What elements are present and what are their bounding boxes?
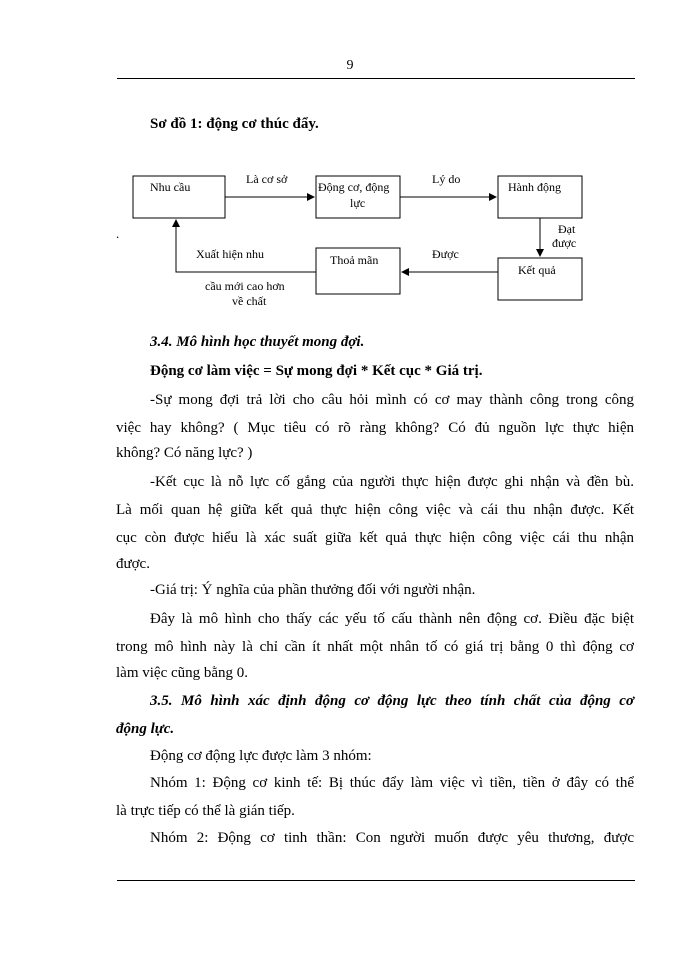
paragraph-line: được. [116,556,150,572]
paragraph-line: -Sự mong đợi trả lời cho câu hỏi mình có cơ may thành công trong công [150,392,634,408]
edge-label-emerge-3: về chất [232,294,267,308]
node-satisfaction-label: Thoả mãn [330,253,379,267]
paragraph-line: làm việc cũng bằng 0. [116,665,249,681]
paragraph-line: không? Có năng lực? ) [116,445,253,461]
edge-label-achieved-1: Đạt [558,222,576,236]
edge-label-reason: Lý do [432,172,461,186]
section-heading-3-4: 3.4. Mô hình học thuyết mong đợi. [150,334,365,350]
node-action-label: Hành động [508,180,561,194]
paragraph-line: Đây là mô hình cho thấy các yếu tố cấu thành nên động cơ. Điều đặc biệt [150,611,634,627]
arrow-satisfaction-needs [176,220,316,272]
page-number: 9 [346,58,354,73]
paragraph-line: Nhóm 2: Động cơ tinh thần: Con người muốn được yêu thương, được [150,830,634,846]
node-motive-label-2: lực [350,196,366,210]
section-heading-3-5: 3.5. Mô hình xác định động cơ động lực theo tính chất của động cơ [150,693,634,709]
edge-label-basis: Là cơ sở [246,172,288,186]
section-heading-3-5-cont: động lực. [116,721,175,737]
edge-label-obtained: Được [432,247,459,261]
edge-label-emerge-1: Xuất hiện nhu [196,247,264,261]
paragraph-line: -Giá trị: Ý nghĩa của phần thưởng đối với người nhận. [150,582,476,598]
edge-label-achieved-2: được [552,236,577,250]
paragraph-line: Là mối quan hệ giữa kết quả thực hiện công việc và cái thu nhận được. Kết [116,502,634,518]
node-result-label: Kết quả [518,263,556,277]
node-motive-label-1: Động cơ, động [318,180,390,194]
paragraph-line: Động cơ động lực được làm 3 nhóm: [150,748,372,764]
paragraph-line: là trực tiếp có thể là gián tiếp. [116,803,295,819]
paragraph-line: Nhóm 1: Động cơ kinh tế: Bị thúc đẩy làm việc vì tiền, tiền ở đây có thể [150,775,634,791]
header-rule [117,78,635,79]
edge-label-emerge-2: cầu mới cao hơn [205,279,285,293]
paragraph-line: việc hay không? ( Mục tiêu có rõ ràng không? Có đủ nguồn lực thực hiện [116,420,634,436]
motivation-diagram [0,160,700,320]
formula-line: Động cơ làm việc = Sự mong đợi * Kết cục * Giá trị. [150,363,483,379]
paragraph-line: -Kết cục là nỗ lực cố gắng của người thực hiện được ghi nhận và đền bù. [150,474,634,490]
diagram-title: Sơ đồ 1: động cơ thúc đẩy. [150,116,319,132]
paragraph-line: trong mô hình này là chỉ cần ít nhất một nhân tố có giá trị bằng 0 thì động cơ [116,639,634,655]
stray-mark: . [116,226,120,241]
paragraph-line: cục còn được hiểu là xác suất giữa kết quả thực hiện công việc cái thu nhận [116,530,634,546]
footer-rule [117,880,635,881]
node-needs-label: Nhu cầu [150,180,191,194]
